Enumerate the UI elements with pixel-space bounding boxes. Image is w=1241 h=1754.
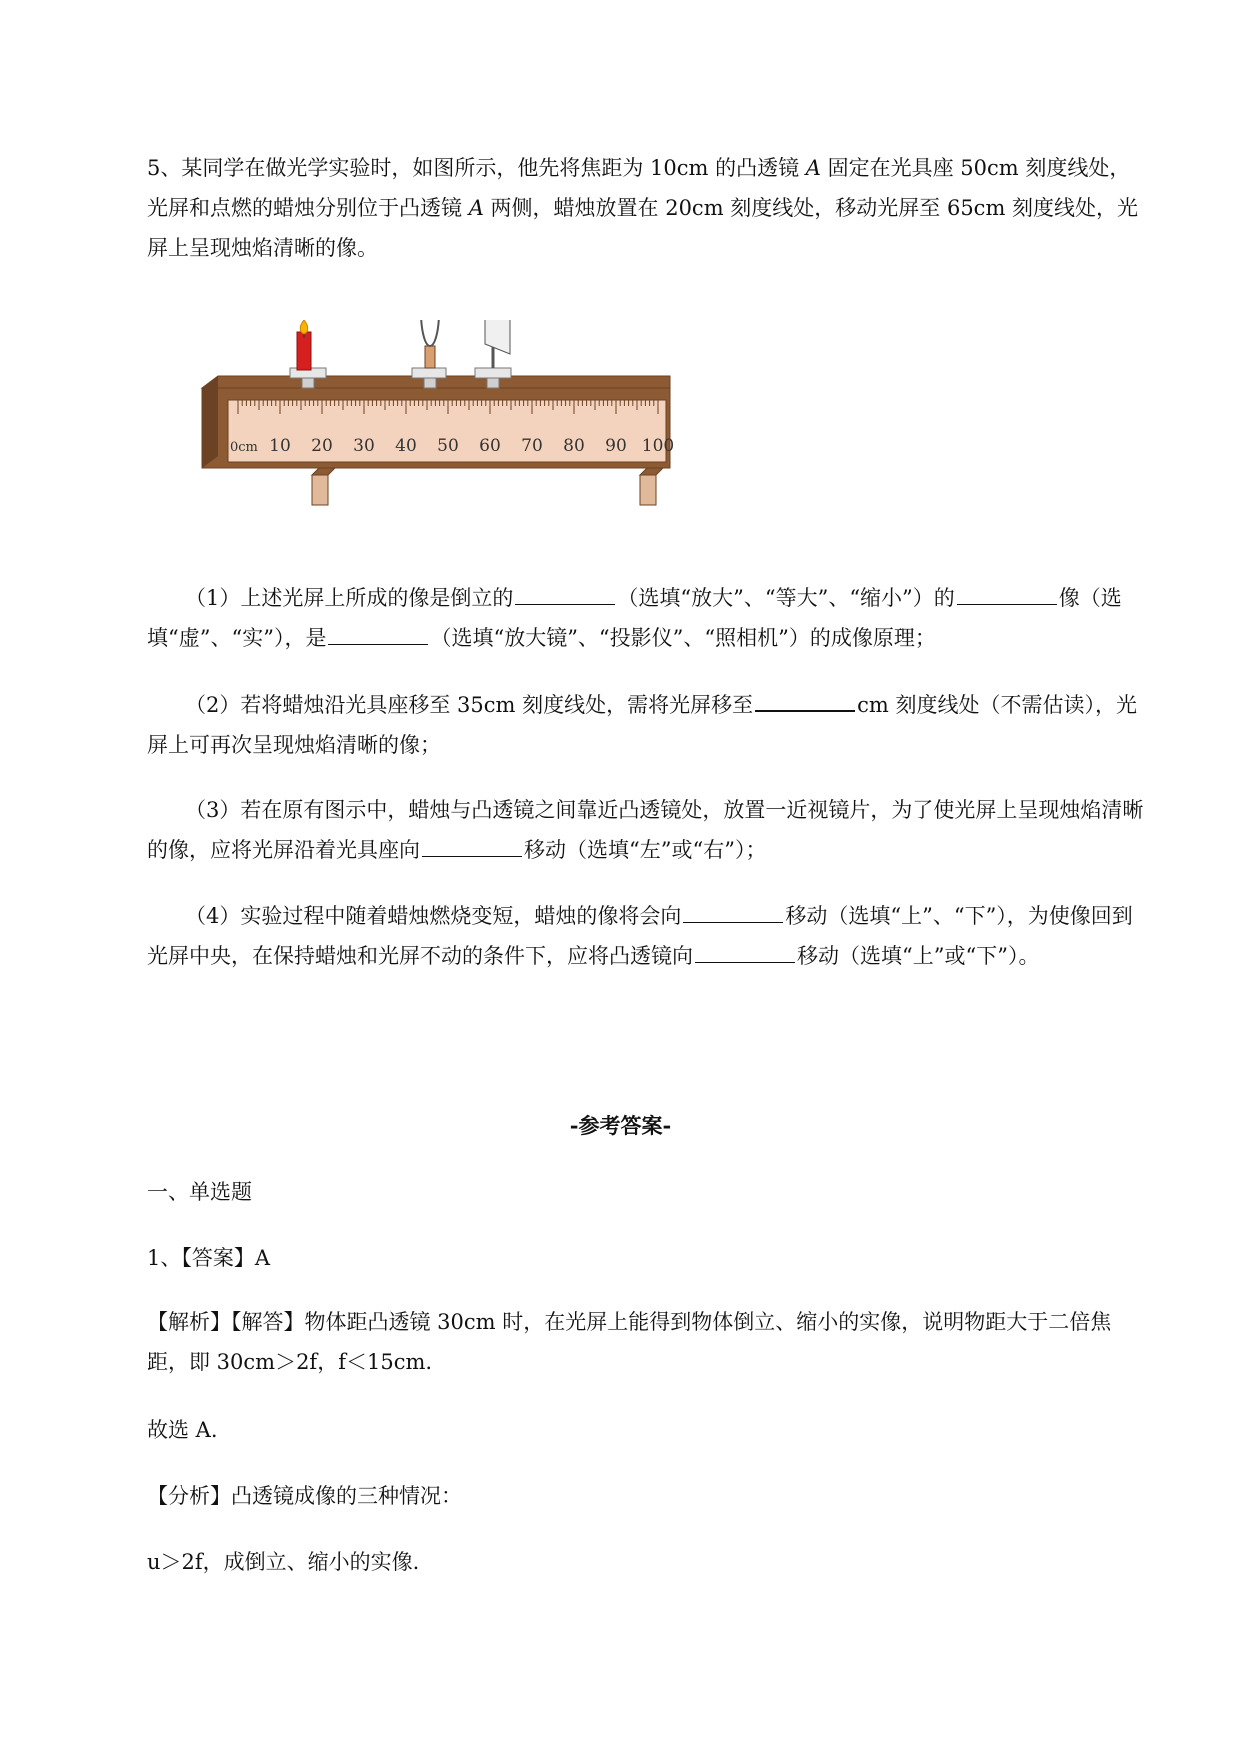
blank-2[interactable]	[957, 578, 1057, 605]
sub-question-3	[147, 790, 1147, 870]
blank-7[interactable]	[695, 936, 795, 963]
screen-holder	[475, 368, 511, 378]
ruler-tick-label: 50	[437, 436, 459, 456]
sub4-text-b: 移动（选填“上”、“下”），为使像回到光屏中央，在保持蜡烛和光屏不动的条件下，应将凸透镜向	[147, 904, 1133, 968]
lens-label-a-2: A	[468, 196, 484, 220]
ruler-tick-label: 70	[521, 436, 543, 456]
sub3-text-b: 移动（选填“左”或“右”）；	[524, 838, 767, 862]
light-screen	[485, 320, 510, 354]
ruler-tick-label: 60	[479, 436, 501, 456]
answer-q1: 1、【答案】A	[147, 1246, 271, 1270]
convex-lens	[421, 320, 439, 346]
ruler-tick-label: 30	[353, 436, 375, 456]
question-text-1: 5、某同学在做光学实验时，如图所示，他先将焦距为 10cm 的凸透镜	[147, 156, 806, 180]
right-leg	[640, 475, 656, 505]
ruler-unit-label: 0cm	[230, 440, 258, 455]
ruler-tick-label: 20	[311, 436, 333, 456]
sub4-text-a: （4）实验过程中随着蜡烛燃烧变短，蜡烛的像将会向	[185, 904, 682, 928]
left-leg	[312, 475, 328, 505]
question-text-3: 两侧，蜡烛放置在 20cm 刻度线处，移动光屏至 65cm 刻度线处，光屏上呈现烛焰清晰的像。	[147, 196, 1139, 260]
ruler-tick-label: 10	[269, 436, 291, 456]
blank-1[interactable]	[515, 578, 615, 605]
lens-label-a: A	[805, 156, 821, 180]
answer-choice: 故选 A.	[147, 1418, 218, 1442]
sub2-text-a: （2）若将蜡烛沿光具座移至 35cm 刻度线处，需将光屏移至	[185, 693, 754, 717]
answer-heading: -参考答案-	[569, 1113, 672, 1138]
sub2-text-b: cm 刻度线处（不需估读），光屏上可再次呈现烛焰清晰的像；	[147, 693, 1137, 757]
lens-holder	[412, 368, 446, 378]
ruler-tick-label: 40	[395, 436, 417, 456]
blank-4[interactable]	[755, 684, 855, 712]
candle-flame	[300, 320, 308, 334]
sub-question-4	[147, 896, 1147, 976]
ruler-tick-label: 100	[641, 436, 675, 456]
sub4-text-c: 移动（选填“上”或“下”）。	[797, 944, 1040, 968]
blank-3[interactable]	[328, 618, 428, 645]
sub3-text-a: （3）若在原有图示中，蜡烛与凸透镜之间靠近凸透镜处，放置一近视镜片，为了使光屏上呈现烛焰清晰的像，应将光屏沿着光具座向	[147, 798, 1144, 862]
sub-question-2	[147, 684, 1147, 765]
optical-bench-figure	[200, 320, 730, 510]
ruler-tick-label: 80	[563, 436, 585, 456]
blank-5[interactable]	[422, 830, 522, 857]
section-title: 一、单选题	[147, 1180, 252, 1204]
answer-analysis: 【解析】【解答】物体距凸透镜 30cm 时，在光屏上能得到物体倒立、缩小的实像，说明物距大于二倍焦距，即 30cm＞2f，f＜15cm.	[147, 1310, 1112, 1374]
sub-question-1	[147, 578, 1147, 658]
ruler-tick-label: 90	[605, 436, 627, 456]
sub1-text-d: （选填“放大镜”、“投影仪”、“照相机”）的成像原理；	[430, 626, 936, 650]
sub1-text-a: （1）上述光屏上所成的像是倒立的	[185, 586, 514, 610]
analysis-heading: 【分析】凸透镜成像的三种情况：	[147, 1484, 462, 1508]
question-text-2: 固定在光具座 50cm 刻度线处，光屏和点燃的蜡烛分别位于凸透镜	[147, 156, 1131, 220]
sub1-text-c: 像（选填“虚”、“实”），是	[147, 586, 1122, 650]
blank-6[interactable]	[683, 896, 783, 923]
analysis-case-1: u＞2f，成倒立、缩小的实像.	[147, 1550, 420, 1574]
question-5-stem	[147, 148, 1147, 268]
sub1-text-b: （选填“放大”、“等大”、“缩小”）的	[617, 586, 955, 610]
